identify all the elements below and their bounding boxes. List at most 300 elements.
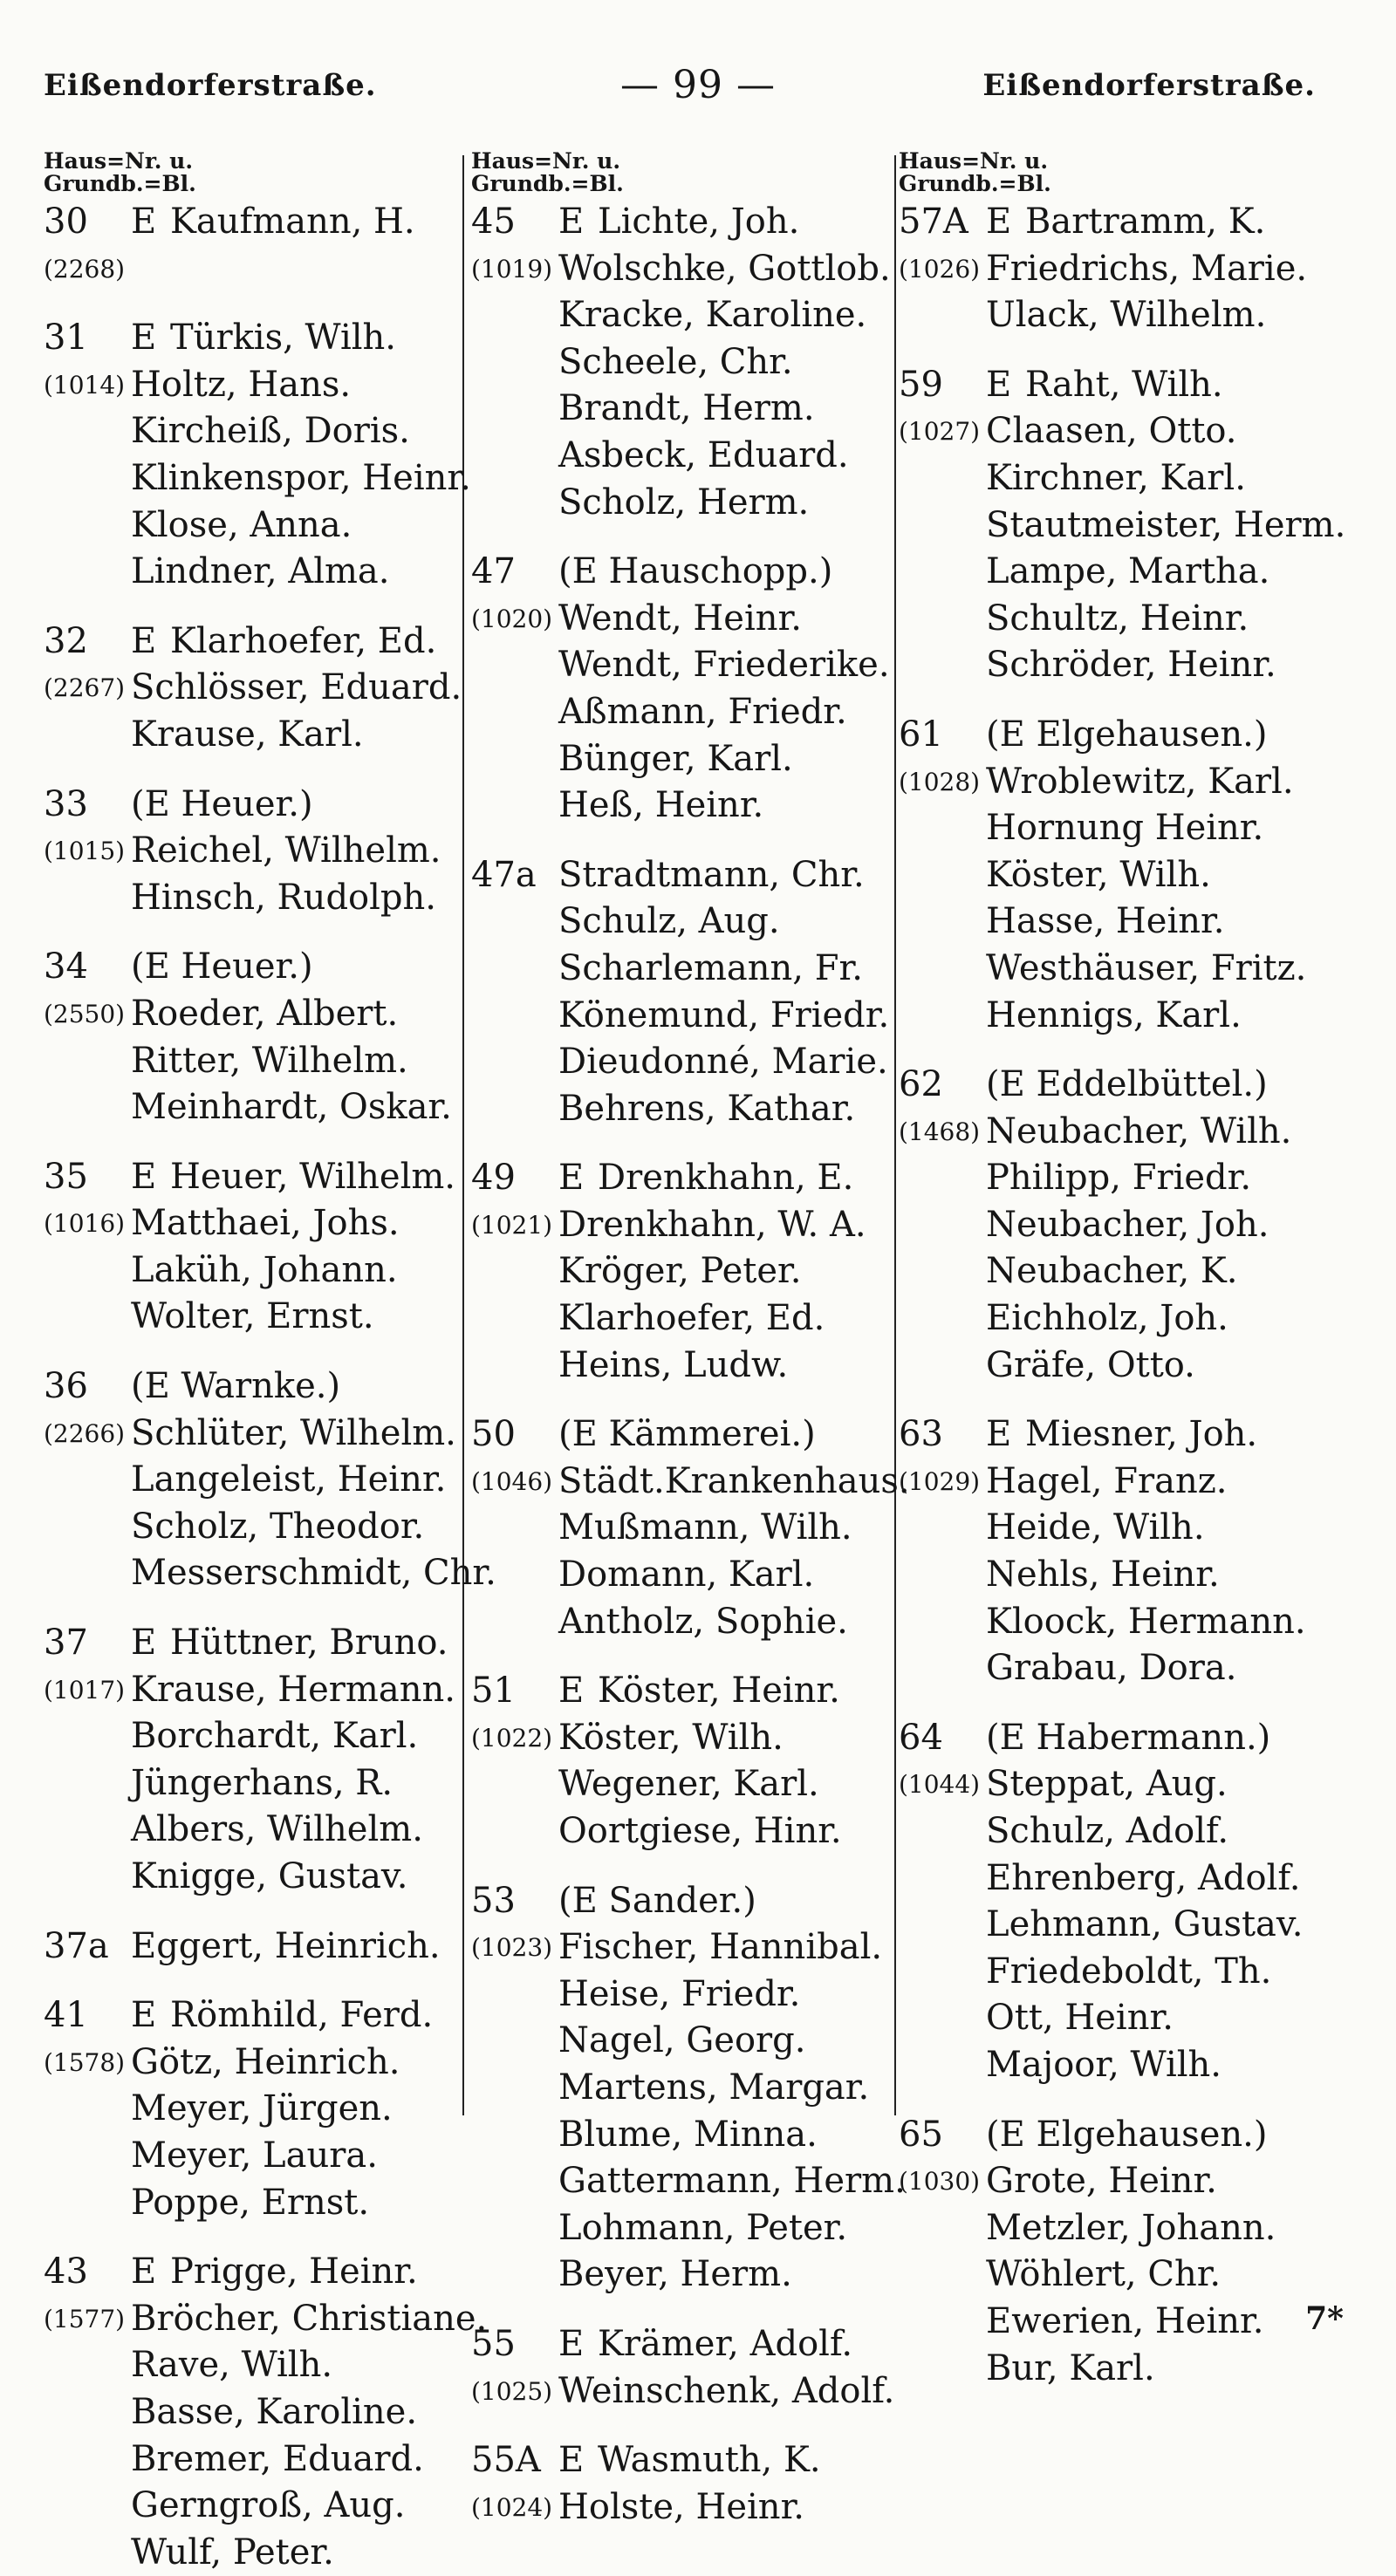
tenant-name: Schulz, Aug. [558,901,780,942]
house-line [899,1411,1352,1459]
tenant-name: Fischer, Hannibal. [558,1927,883,1968]
tenant-line [899,1459,1352,1506]
tenant-name: Westhäuser, Fritz. [986,947,1307,988]
owner-name: Kaufmann, H. [170,202,415,242]
tenant-name: Scholz, Herm. [558,482,810,523]
tenant-line [899,759,1352,806]
tenant-name: Meyer, Laura. [131,2135,378,2176]
house-entry [471,1155,894,1389]
owner-name: Wasmuth, K. [598,2440,821,2481]
house-entry [471,852,894,1133]
tenant-name: Claasen, Otto. [986,411,1237,452]
tenant-line [44,2436,467,2484]
house-entry [44,944,467,1131]
tenant-name: Martens, Margar. [558,2067,870,2108]
house-line [471,199,894,246]
tenant-line [471,1971,894,2019]
tenant-name: Städt.Krankenhaus. [558,1460,910,1501]
tenant-line [899,1109,1352,1156]
tenant-name: Neubacher, K. [986,1251,1238,1292]
house-number: 47a [471,854,537,895]
grundbuch-number: (1578) [44,2047,126,2077]
tenant-name: Wroblewitz, Karl. [986,761,1294,802]
house-number: 49 [471,1158,516,1199]
owner-flag: E [558,202,585,242]
tenant-name: Kröger, Peter. [558,1251,802,1292]
tenant-line [471,1924,894,1971]
tenant-name: Metzler, Johann. [986,2207,1276,2248]
tenant-line [44,2530,467,2576]
tenant-name: Stautmeister, Herm. [986,504,1346,545]
owner-name: Heuer, Wilhelm. [170,1156,456,1197]
tenant-name: Kirchner, Karl. [986,457,1246,498]
tenant-name: Bröcher, Christiane. [131,2298,488,2339]
tenant-name: Bur, Karl. [986,2347,1155,2388]
grundbuch-number: (1019) [471,254,553,284]
tenant-name: Langeleist, Heinr. [131,1459,447,1500]
tenant-line [44,1854,467,1901]
tenant-line [471,433,894,480]
tenant-name: Kloock, Hermann. [986,1601,1306,1642]
tenant-line [44,2296,488,2343]
tenant-line [471,1086,894,1133]
grundbuch-number: (1025) [471,2376,553,2406]
tenant-line [471,736,894,783]
tenant-name: Wendt, Heinr. [558,598,802,639]
house-line [44,315,467,362]
tenant-name: Matthaei, Johs. [131,1203,400,1244]
tenant-line [471,642,894,689]
tenant-line [44,408,467,455]
house-number: 37 [44,1623,88,1664]
tenant-name: Nehls, Heinr. [986,1554,1220,1595]
tenant-line [44,1550,496,1597]
house-number: 33 [44,783,88,824]
tenant-name: Drenkhahn, W. A. [558,1204,866,1245]
tenant-name: Schlösser, Eduard. [131,667,462,708]
owner-name: Eggert, Heinrich. [131,1925,441,1966]
house-number: 47 [471,551,516,592]
grundbuch-number: (1046) [471,1466,553,1496]
tenant-name: Klose, Anna. [131,504,352,545]
tenant-name: Poppe, Ernst. [131,2182,370,2223]
grundbuch-number: (1028) [899,767,981,796]
house-entry [44,1620,467,1901]
owner-flag: E [131,202,157,242]
tenant-line [899,2205,1352,2252]
tenant-name: Laküh, Johann. [131,1249,398,1290]
tenant-line [899,2346,1352,2393]
tenant-name: Knigge, Gustav. [131,1856,408,1896]
owner-name: Bartramm, K. [1025,202,1266,242]
tenant-line [44,2133,467,2180]
house-number: 53 [471,1880,516,1921]
tenant-line [471,1248,894,1295]
tenant-line [44,2086,467,2133]
grundbuch-number: (1015) [44,837,126,866]
tenant-name: Aßmann, Friedr. [558,691,847,732]
tenant-line [899,1343,1352,1390]
tenant-name: Krause, Hermann. [131,1669,455,1710]
grundbuch-number: (2267) [44,673,126,703]
tenant-line [471,596,894,643]
house-line [899,1715,1352,1762]
tenant-name: Domann, Karl. [558,1554,815,1595]
tenant-name: Grabau, Dora. [986,1648,1237,1689]
owner-name: Krämer, Adolf. [598,2323,853,2364]
house-entry [44,618,467,759]
tenant-name: Ritter, Wilhelm. [131,1040,408,1081]
house-line [899,199,1352,246]
tenant-line [471,2251,894,2299]
tenant-line [899,852,1352,899]
house-entry [44,1923,467,1971]
tenant-line [471,1715,894,1762]
tenant-line [899,1761,1352,1808]
house-entry [899,1715,1352,2089]
tenant-line [471,292,894,339]
owner-flag: E [131,318,157,359]
owner-flag: E [558,1671,585,1712]
house-number: 62 [899,1064,943,1105]
tenant-line [471,2065,894,2112]
tenant-name: Meinhardt, Oskar. [131,1087,452,1128]
tenant-name: Wendt, Friederike. [558,645,890,686]
tenant-line [44,991,467,1038]
tenant-line [44,2483,467,2530]
tenant-name: Bünger, Karl. [558,738,793,779]
tenant-name: Eichholz, Joh. [986,1298,1228,1339]
tenant-line [899,946,1352,993]
tenant-line [471,2112,894,2159]
tenant-name: Krause, Karl. [131,714,364,755]
tenant-line [471,1552,894,1599]
tenant-line [44,1504,467,1551]
tenant-line [471,1459,910,1506]
house-number: 51 [471,1671,516,1712]
tenant-name: Reichel, Wilhelm. [131,830,441,871]
owner-flag: E [131,1995,157,2036]
house-line [471,549,894,596]
tenant-name: Hagel, Franz. [986,1460,1228,1501]
tenant-name: Jüngerhans, R. [131,1762,393,1803]
tenant-line [899,1552,1352,1599]
tenant-line [471,246,894,293]
owner-flag: E [986,364,1012,405]
house-entry [44,2249,488,2576]
tenant-name: Köster, Wilh. [986,854,1211,895]
house-entry [44,199,467,292]
house-entry [899,1411,1352,1692]
house-entry [899,1062,1352,1389]
tenant-line [899,642,1352,689]
house-line [471,1411,894,1459]
tenant-line [471,1295,894,1343]
house-line [44,618,467,666]
house-entry [471,199,894,526]
tenant-line [471,480,894,527]
tenant-line [899,1599,1352,1646]
tenant-line [899,292,1352,339]
house-entry [899,362,1352,689]
tenant-line [471,1202,894,1249]
column-divider [894,155,896,2115]
tenant-name: Kircheiß, Doris. [131,411,410,452]
tenant-name: Asbeck, Eduard. [558,434,849,475]
tenant-line [471,2158,906,2205]
grundbuch-number: (1029) [899,1466,981,1496]
tenant-name: Lehmann, Gustav. [986,1904,1304,1945]
tenant-line [471,1599,894,1646]
tenant-name: Hasse, Heinr. [986,901,1225,942]
owner-name: (E Habermann.) [986,1717,1271,1758]
column-header [44,150,467,195]
tenant-line [471,2018,894,2065]
tenant-line [44,1760,467,1807]
tenant-name: Kracke, Karoline. [558,295,867,336]
house-line [44,782,467,829]
tenant-line [44,2180,467,2227]
owner-name: (E Elgehausen.) [986,2114,1268,2155]
tenant-name: Wöhlert, Chr. [986,2254,1222,2295]
tenant-name: Hinsch, Rudolph. [131,877,436,918]
house-number: 63 [899,1414,943,1455]
owner-name: (E Kämmerei.) [558,1414,816,1455]
tenant-name: Holtz, Hans. [131,364,352,405]
house-entry [899,712,1352,1039]
house-number: 65 [899,2114,943,2155]
tenant-line [471,386,894,433]
house-number: 55 [471,2323,516,2364]
tenant-line [899,899,1352,946]
tenant-line [44,1713,467,1760]
column-3 [899,148,1352,2388]
house-line [471,2437,894,2484]
tenant-name: Friedeboldt, Th. [986,1951,1272,1992]
tenant-name: Roeder, Albert. [131,993,399,1034]
tenant-line [471,1761,894,1808]
tenant-name: Lohmann, Peter. [558,2207,848,2248]
tenant-name: Gerngroß, Aug. [131,2485,406,2526]
tenant-name: Basse, Karoline. [131,2391,418,2432]
house-entry [44,782,467,922]
house-line [899,712,1352,759]
signature-mark: 7* [1305,2300,1344,2337]
grundbuch-number: (1017) [44,1675,126,1705]
tenant-name: Majoor, Wilh. [986,2044,1222,2085]
grundbuch-number: (2550) [44,999,126,1028]
tenant-name: Lindner, Alma. [131,551,390,592]
tenant-line [44,875,467,922]
owner-name: (E Warnke.) [131,1366,341,1407]
house-number: 35 [44,1156,88,1197]
tenant-name: Wolschke, Gottlob. [558,248,891,289]
tenant-line [899,455,1352,502]
grundbuch-number: (1023) [471,1933,553,1963]
tenant-name: Philipp, Friedr. [986,1158,1252,1199]
tenant-line [44,455,471,502]
tenant-name: Borchardt, Karl. [131,1716,419,1757]
house-number: 31 [44,318,88,359]
tenant-name: Heide, Wilh. [986,1507,1205,1548]
tenant-name: Heins, Ludw. [558,1344,789,1385]
tenant-line [899,2158,1352,2205]
page-header-street-left: Eißendorferstraße. [44,68,377,103]
tenant-line [899,1202,1352,1249]
owner-name: (E Eddelbüttel.) [986,1064,1268,1105]
owner-flag: E [986,1414,1012,1455]
owner-flag: E [131,2251,157,2292]
tenant-name: Nagel, Georg. [558,2020,806,2061]
house-line [44,944,467,991]
tenant-name: Weinschenk, Adolf. [558,2370,895,2411]
tenant-line [471,1808,894,1855]
page-number: — 99 — [620,63,776,107]
tenant-line [899,1808,1352,1855]
house-number: 43 [44,2251,88,2292]
house-line [44,1154,467,1201]
tenant-line [899,2299,1352,2346]
owner-flag: E [131,1623,157,1664]
house-number: 30 [44,202,88,242]
house-line [471,1155,894,1202]
tenant-line [899,1248,1352,1295]
tenant-line [471,2484,894,2532]
house-number: 61 [899,714,943,755]
tenant-name: Scharlemann, Fr. [558,947,863,988]
tenant-name: Könemund, Friedr. [558,994,890,1035]
tenant-line [471,782,894,830]
tenant-line [899,1855,1352,1903]
tenant-line [44,2040,467,2087]
owner-name: Prigge, Heinr. [170,2251,418,2292]
tenant-name: Lampe, Martha. [986,551,1270,592]
tenant-line [44,828,467,875]
house-line [899,362,1352,409]
column-header-line: Grundb.=Bl. [471,171,624,196]
tenant-name: Bremer, Eduard. [131,2438,424,2479]
tenant-name: Friedrichs, Marie. [986,248,1308,289]
tenant-name: Antholz, Sophie. [558,1601,848,1642]
tenant-line [899,1295,1352,1343]
house-line [44,1363,467,1411]
tenant-name: Ulack, Wilhelm. [986,295,1267,336]
owner-name: Römhild, Ferd. [170,1995,434,2036]
grundbuch-number: (2266) [44,1418,126,1448]
column-header [899,150,1352,195]
grundbuch-number: (1024) [471,2492,553,2522]
house-entry [471,1878,906,2299]
owner-name: Köster, Heinr. [598,1671,840,1712]
column-header [471,150,894,195]
tenant-line [44,1038,467,1085]
house-number: 41 [44,1995,88,2036]
column-2 [471,148,910,2527]
tenant-name: Behrens, Kathar. [558,1088,856,1129]
tenant-line [899,1949,1352,1996]
tenant-line [44,1807,467,1854]
house-entry [899,2112,1352,2393]
tenant-name: Mußmann, Wilh. [558,1507,852,1548]
owner-name: Türkis, Wilh. [170,318,397,359]
tenant-name: Köster, Wilh. [558,1717,784,1758]
house-entry [44,1992,467,2226]
tenant-line [899,993,1352,1040]
tenant-line [899,1645,1352,1692]
grundbuch-number: (1016) [44,1209,126,1239]
grundbuch-number: (1468) [899,1117,981,1146]
tenant-name: Blume, Minna. [558,2114,818,2155]
owner-flag: E [131,1156,157,1197]
tenant-line [899,408,1352,455]
owner-name: (E Heuer.) [131,946,313,987]
house-line [44,1620,467,1667]
column-header-line: Grundb.=Bl. [899,171,1051,196]
tenant-name: Ott, Heinr. [986,1998,1174,2039]
grundbuch-number: (1014) [44,370,126,400]
tenant-line [44,549,467,596]
owner-name: Drenkhahn, E. [598,1158,854,1199]
tenant-name: Hornung Heinr. [986,808,1264,849]
grundbuch-number: (1044) [899,1770,981,1800]
tenant-line [471,946,894,993]
owner-flag: E [558,2323,585,2364]
page-header-street-right: Eißendorferstraße. [982,68,1316,103]
tenant-line [899,596,1352,643]
house-line [471,1878,894,1925]
house-number: 57A [899,202,968,242]
tenant-name: Steppat, Aug. [986,1764,1228,1805]
tenant-name: Hennigs, Karl. [986,994,1242,1035]
house-number: 55A [471,2440,541,2481]
tenant-line [471,2205,894,2252]
owner-flag: E [558,1158,585,1199]
house-entry [471,1668,894,1855]
tenant-line [44,2389,467,2436]
tenant-line [44,1247,467,1295]
tenant-line [899,1155,1352,1202]
owner-name: (E Sander.) [558,1880,756,1921]
tenant-name: Albers, Wilhelm. [131,1809,423,1850]
tenant-line [44,1084,467,1131]
grundbuch-number: (1021) [471,1210,553,1240]
tenant-line [44,1200,467,1247]
owner-name: Raht, Wilh. [1025,364,1223,405]
house-line [899,2112,1352,2159]
tenant-line [44,2342,467,2389]
tenant-line [899,502,1352,550]
owner-flag: E [131,620,157,661]
tenant-name: Ehrenberg, Adolf. [986,1857,1301,1898]
tenant-name: Neubacher, Wilh. [986,1110,1292,1151]
owner-name: Lichte, Joh. [598,202,800,242]
owner-name: Stradtmann, Chr. [558,854,865,895]
tenant-line [44,1411,467,1458]
house-line [44,2249,467,2296]
house-number: 34 [44,946,88,987]
tenant-name: Scheele, Chr. [558,341,793,382]
tenant-line [471,993,894,1040]
tenant-name: Dieudonné, Marie. [558,1042,888,1083]
tenant-name: Brandt, Herm. [558,388,815,429]
house-entry [44,1154,467,1341]
tenant-name: Neubacher, Joh. [986,1204,1269,1245]
tenant-name: Messerschmidt, Chr. [131,1553,496,1594]
tenant-name: Scholz, Theodor. [131,1506,425,1547]
tenant-name: Schultz, Heinr. [986,598,1249,639]
house-line [899,1062,1352,1109]
tenant-line [44,502,467,550]
